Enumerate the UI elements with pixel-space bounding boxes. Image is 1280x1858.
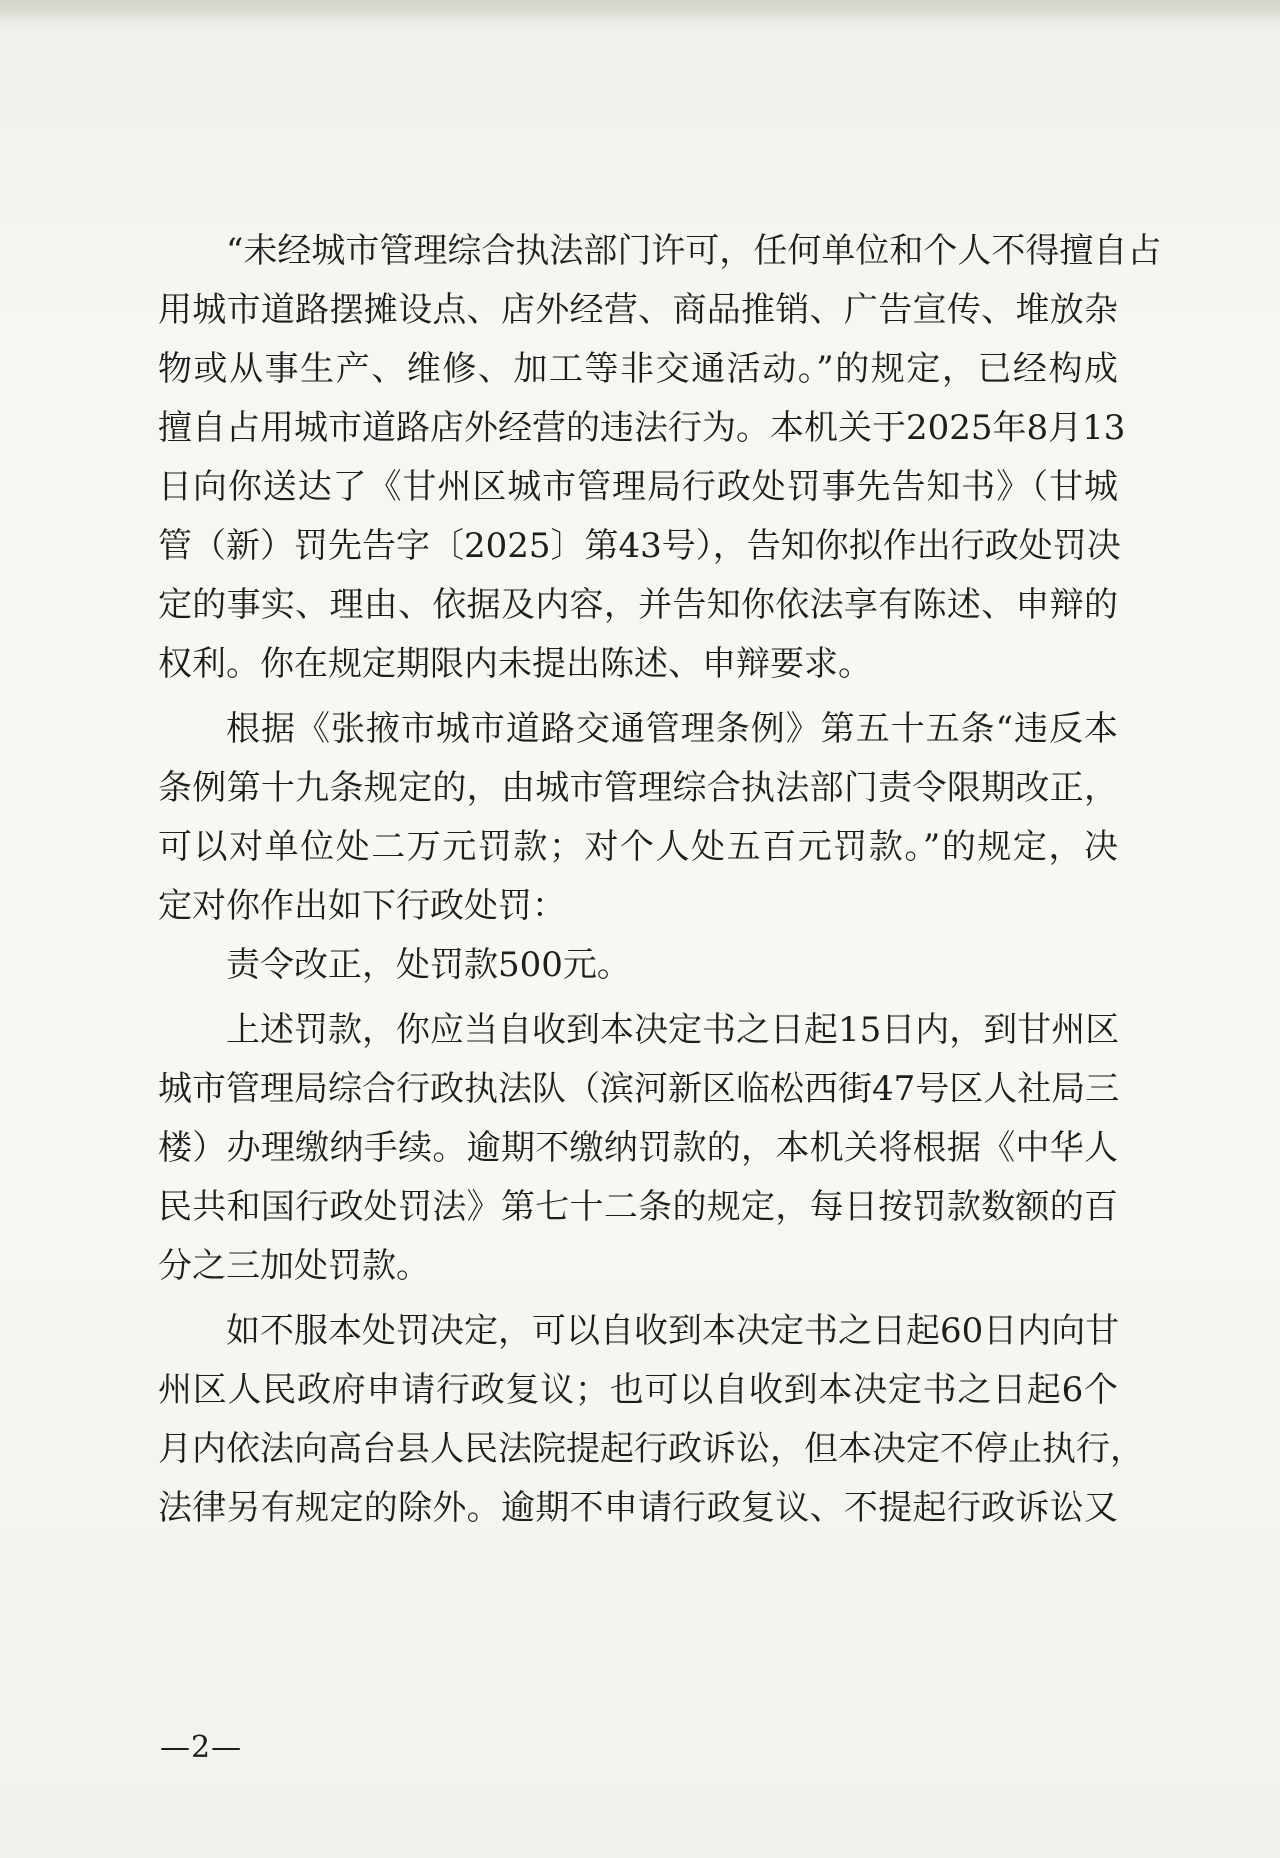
penalty-line: 责令改正，处罚款500元。 [226, 945, 631, 985]
paragraph-2-line-3: 可以对单位处二万元罚款；对个人处五百元罚款。”的规定，决 [158, 827, 1118, 867]
paragraph-1-line-4: 擅自占用城市道路店外经营的违法行为。本机关于2025年8月13 [158, 408, 1126, 448]
paragraph-1-line-3: 物或从事生产、维修、加工等非交通活动。”的规定，已经构成 [158, 349, 1118, 389]
paragraph-1-line-6: 管（新）罚先告字〔2025〕第43号），告知你拟作出行政处罚决 [158, 526, 1121, 566]
paragraph-4-line-2: 城市管理局综合行政执法队（滨河新区临松西街47号区人社局三 [158, 1069, 1120, 1109]
paragraph-5-line-4: 法律另有规定的除外。逾期不申请行政复议、不提起行政诉讼又 [158, 1488, 1118, 1528]
paragraph-1-line-8: 权利。你在规定期限内未提出陈述、申辩要求。 [158, 644, 872, 684]
paragraph-4-line-1: 上述罚款，你应当自收到本决定书之日起15日内，到甘州区 [226, 1010, 1120, 1050]
paragraph-1-line-7: 定的事实、理由、依据及内容，并告知你依法享有陈述、申辩的 [158, 585, 1118, 625]
document-body [158, 222, 1162, 1538]
paragraph-1-line-5: 日向你送达了《甘州区城市管理局行政处罚事先告知书》（甘城 [158, 467, 1118, 507]
scan-edge-shadow [0, 0, 1280, 28]
page-number: —2— [160, 1730, 243, 1765]
paragraph-4-line-4: 民共和国行政处罚法》第七十二条的规定，每日按罚款数额的百 [158, 1187, 1118, 1227]
paragraph-1-line-2: 用城市道路摆摊设点、店外经营、商品推销、广告宣传、堆放杂 [158, 290, 1118, 330]
paragraph-2-line-1: 根据《张掖市城市道路交通管理条例》第五十五条“违反本 [226, 709, 1118, 749]
paragraph-4-line-5: 分之三加处罚款。 [158, 1246, 430, 1286]
paragraph-4-line-3: 楼）办理缴纳手续。逾期不缴纳罚款的，本机关将根据《中华人 [158, 1128, 1118, 1168]
paragraph-5-line-2: 州区人民政府申请行政复议；也可以自收到本决定书之日起6个 [158, 1370, 1118, 1410]
paragraph-2-line-2: 条例第十九条规定的，由城市管理综合执法部门责令限期改正， [158, 768, 1118, 808]
paragraph-5-line-1: 如不服本处罚决定，可以自收到本决定书之日起60日内向甘 [226, 1311, 1120, 1351]
paragraph-5-line-3: 月内依法向高台县人民法院提起行政诉讼，但本决定不停止执行， [158, 1429, 1144, 1469]
paragraph-1-line-1: “未经城市管理综合执法部门许可，任何单位和个人不得擅自占 [226, 231, 1162, 271]
paragraph-2-line-4: 定对你作出如下行政处罚： [158, 886, 566, 926]
